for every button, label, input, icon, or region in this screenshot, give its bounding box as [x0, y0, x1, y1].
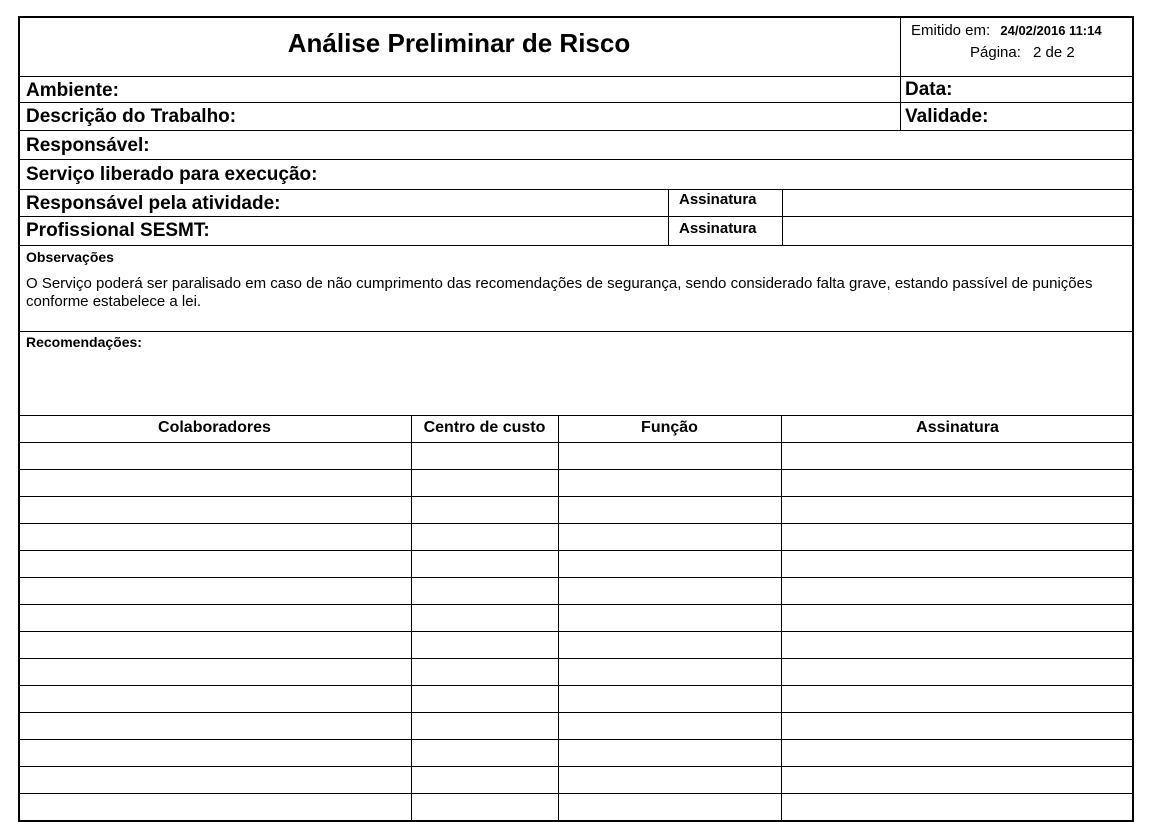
field-validade: Validade:: [905, 106, 989, 127]
table-row: [18, 712, 1134, 713]
divider: [18, 130, 1134, 131]
recommendations-label: Recomendações:: [26, 334, 142, 350]
page-label: Página:: [970, 44, 1021, 61]
observations-label: Observações: [26, 249, 114, 265]
divider: [18, 415, 1134, 416]
issued-value: 24/02/2016 11:14: [1000, 23, 1102, 38]
page-title: Análise Preliminar de Risco: [287, 28, 631, 58]
table-row: [18, 604, 1134, 605]
issued-label: Emitido em:: [911, 22, 991, 39]
field-descricao: Descrição do Trabalho:: [26, 106, 237, 127]
table-row: [18, 793, 1134, 794]
page-info: [970, 44, 1075, 61]
page-value: 2 de 2: [1033, 44, 1075, 61]
divider: [18, 216, 1134, 217]
field-profissional-sesmt: Profissional SESMT:: [26, 220, 210, 241]
column-divider: [558, 415, 559, 822]
divider: [18, 189, 1134, 190]
column-header-funcao: Função: [641, 419, 698, 436]
column-header-assinatura: Assinatura: [916, 419, 999, 436]
table-row: [18, 739, 1134, 740]
column-divider: [411, 415, 412, 822]
table-row: [18, 496, 1134, 497]
field-responsavel: Responsável:: [26, 135, 150, 156]
divider: [900, 16, 901, 130]
field-servico-liberado: Serviço liberado para execução:: [26, 164, 318, 185]
field-data: Data:: [905, 79, 953, 100]
table-row: [18, 766, 1134, 767]
signature-label: Assinatura: [679, 220, 757, 237]
table-row: [18, 577, 1134, 578]
column-header-centro-de-custo: Centro de custo: [423, 419, 546, 436]
divider: [18, 159, 1134, 160]
table-row: [18, 631, 1134, 632]
field-ambiente: Ambiente:: [26, 80, 119, 101]
column-header-colaboradores: Colaboradores: [158, 419, 271, 436]
field-responsavel-atividade: Responsável pela atividade:: [26, 193, 281, 214]
table-row: [18, 523, 1134, 524]
table-row: [18, 442, 1134, 443]
divider: [18, 331, 1134, 332]
column-divider: [781, 415, 782, 822]
issued-info: [911, 22, 1102, 39]
signature-label: Assinatura: [679, 191, 757, 208]
divider: [18, 245, 1134, 246]
table-row: [18, 550, 1134, 551]
table-row: [18, 469, 1134, 470]
divider: [18, 102, 1134, 103]
divider: [668, 189, 669, 245]
divider: [18, 76, 1134, 77]
table-row: [18, 658, 1134, 659]
divider: [782, 189, 783, 245]
table-row: [18, 685, 1134, 686]
observations-text: O Serviço poderá ser paralisado em caso de não cumprimento das recomendações de segurança, sendo considerado falta grave, estando passível de punições conforme estabelece a lei.: [26, 275, 1093, 310]
